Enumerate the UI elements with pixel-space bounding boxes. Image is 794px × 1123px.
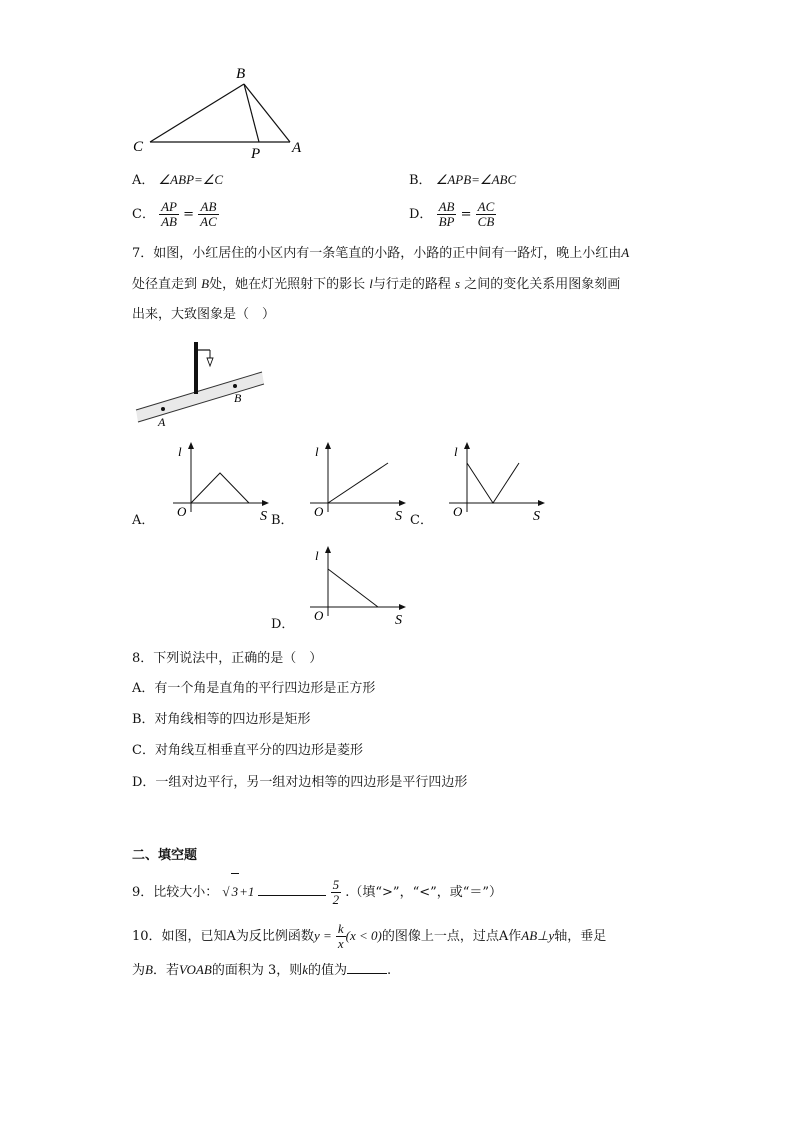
graph-curve (328, 569, 378, 607)
axis-label-o: O (177, 504, 187, 519)
section-title: 二、填空题 (132, 848, 198, 863)
q7-stem-line-1 (132, 243, 629, 264)
axis-label-s: S (533, 509, 540, 524)
q6-option-c (132, 197, 219, 233)
road-edge-bottom (138, 384, 264, 422)
q10-var-k: k (302, 962, 308, 977)
q10-end: . (387, 963, 392, 978)
y-axis-arrow-icon (464, 442, 470, 449)
q6-option-a-letter: A． (132, 173, 155, 188)
fraction-numerator: AB (198, 200, 219, 215)
fraction-denominator: x (337, 936, 344, 951)
axis-label-l: l (315, 444, 319, 459)
x-axis-arrow-icon (399, 604, 406, 610)
q7-var-s: s (455, 276, 461, 291)
graph-curve (467, 463, 519, 503)
scene-label-b: B (234, 391, 242, 405)
q7-text: 与行走的路程 (372, 277, 455, 292)
q10-ab-perp: AB⊥y (521, 928, 555, 943)
q6-option-b-letter: B． (409, 173, 432, 188)
triangle-figure (128, 62, 318, 162)
q7-var-b: B (201, 276, 210, 291)
q6-option-b-text: ∠APB=∠ABC (435, 172, 517, 187)
graph-option-d (302, 544, 417, 629)
q6-option-a-text: ∠ABP=∠C (158, 172, 224, 187)
q7-option-d: D． (271, 617, 295, 632)
q9-sqrt-symbol: √ (222, 884, 230, 899)
q9-sqrt-arg: 3 (231, 873, 240, 910)
x-axis-arrow-icon (399, 500, 406, 506)
q10-fraction (336, 922, 346, 951)
q7-option-a: A． (132, 513, 155, 528)
q10-answer-blank[interactable] (347, 961, 387, 974)
q10-condition: (x < 0) (345, 928, 382, 943)
q10-text: 10．如图，已知A为反比例函数 (132, 929, 314, 944)
q6-option-d-letter: D． (409, 207, 433, 222)
q6-option-c-fraction-2 (198, 200, 219, 229)
q10-text: 的面积为 3，则 (211, 963, 303, 978)
point-a (161, 407, 165, 411)
equals-sign: = (183, 207, 195, 222)
axis-label-s: S (395, 613, 402, 628)
q9-fraction (331, 878, 342, 907)
q7-text: 之间的变化关系用图象刻画 (464, 277, 621, 292)
graph-option-c (441, 440, 556, 525)
fraction-numerator: AC (477, 199, 495, 214)
x-axis-arrow-icon (262, 500, 269, 506)
fraction-denominator: CB (477, 214, 495, 229)
q7-var-a: A (621, 245, 630, 260)
q7-text: 处径直走到 (132, 277, 202, 292)
q10-text: 为 (132, 963, 146, 978)
q9-suffix: .（填“>”，“<”，或“＝”） (345, 885, 503, 900)
q8-stem: 8．下列说法中，正确的是（ ） (132, 651, 323, 666)
y-axis-arrow-icon (325, 442, 331, 449)
label-c: C (133, 139, 144, 155)
fraction-denominator: AB (161, 214, 177, 229)
label-b: B (236, 66, 246, 82)
q10-line-2 (132, 960, 391, 981)
q6-option-c-letter: C． (132, 207, 155, 222)
axis-label-o: O (314, 608, 324, 623)
q7-stem-line-3 (132, 305, 275, 325)
label-p: P (251, 146, 261, 162)
q9-plus-one: +1 (239, 884, 255, 899)
graph-option-a (165, 440, 280, 525)
q8-option-c: C．对角线互相垂直平分的四边形是菱形 (132, 743, 363, 758)
axis-label-o: O (314, 504, 324, 519)
q7-stem-line-2 (132, 274, 620, 295)
q10-triangle: VOAB (178, 962, 212, 977)
q7-option-c: C． (410, 513, 433, 528)
point-b (233, 384, 237, 388)
fraction-numerator: AP (161, 199, 177, 214)
graph-curve (191, 473, 249, 503)
fraction-numerator: k (337, 921, 344, 936)
axis-label-l: l (454, 444, 458, 459)
q7-option-b: B． (271, 513, 294, 528)
fraction-denominator: AC (200, 214, 217, 229)
q10-text: 的值为 (308, 963, 348, 978)
q7-text: 出来，大致图象是（ ） (132, 307, 276, 322)
fraction-denominator: BP (438, 214, 455, 229)
label-a: A (292, 140, 302, 156)
q10-y-eq: y = (313, 928, 332, 943)
q9-prefix: 9．比较大小： (132, 885, 219, 900)
equals-sign: = (460, 207, 472, 222)
axis-label-l: l (315, 548, 319, 563)
q7-var-l: l (369, 276, 373, 291)
segment-cb (150, 84, 244, 142)
q8-option-d: D．一组对边平行，另一组对边相等的四边形是平行四边形 (132, 775, 468, 790)
q7-text: 7．如图，小红居住的小区内有一条笔直的小路，小路的正中间有一路灯，晚上小红由 (132, 246, 622, 261)
q10-line-1 (132, 918, 606, 955)
y-axis-arrow-icon (325, 546, 331, 553)
lamp-pole (194, 342, 198, 394)
fraction-numerator: 5 (332, 877, 340, 892)
lamp-bulb-icon (207, 358, 213, 366)
x-axis-arrow-icon (538, 500, 545, 506)
q6-option-a (132, 170, 223, 191)
axis-label-o: O (453, 504, 463, 519)
graph-curve (328, 463, 388, 503)
axis-label-l: l (178, 444, 182, 459)
q6-option-d-fraction-2 (476, 200, 497, 229)
fraction-numerator: AB (438, 199, 455, 214)
q7-text: 处，她在灯光照射下的影长 (209, 277, 370, 292)
fraction-denominator: 2 (332, 892, 340, 907)
q10-var-b: B (145, 962, 153, 977)
graph-option-b (302, 440, 417, 525)
q8-option-a: A．有一个角是直角的平行四边形是正方形 (132, 681, 376, 696)
q9-line (132, 873, 502, 911)
road (136, 372, 264, 422)
q6-option-d (409, 197, 496, 233)
axis-label-s: S (395, 509, 402, 524)
y-axis-arrow-icon (188, 442, 194, 449)
scene-label-a: A (158, 415, 166, 429)
axis-label-s: S (260, 509, 267, 524)
q6-option-c-fraction-1 (159, 200, 179, 229)
q10-text: 的图像上一点，过点A作 (381, 929, 522, 944)
q8-option-b: B．对角线相等的四边形是矩形 (132, 712, 311, 727)
q6-option-d-fraction-1 (437, 200, 457, 229)
q9-answer-blank[interactable] (258, 883, 326, 896)
q10-text: ．若 (152, 963, 179, 978)
q10-text: 轴，垂足 (554, 929, 607, 944)
q6-option-b (409, 170, 516, 191)
road-edge-top (136, 372, 262, 410)
road-lamp-scene (130, 336, 270, 430)
